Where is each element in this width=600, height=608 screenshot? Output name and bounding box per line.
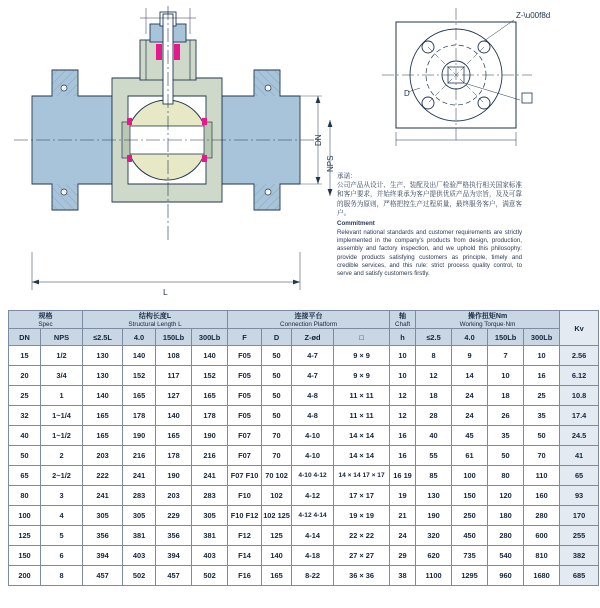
cell-40-r8: 250 [452,506,488,526]
table-row [9,346,599,366]
cell-40-r5: 216 [123,446,156,466]
group-shaft [390,311,416,329]
cell--r10: 27 × 27 [334,546,390,566]
cell-Kv-r4: 24.5 [560,426,599,446]
cell-300Lb-r0: 140 [192,346,228,366]
cell-150Lb-r9: 280 [488,526,524,546]
cell-150Lb-r2: 18 [488,386,524,406]
cell-40-r0: 9 [452,346,488,366]
cell-150Lb-r5: 50 [488,446,524,466]
cell-40-r4: 190 [123,426,156,446]
cell-40-r7: 150 [452,486,488,506]
cell-Zd-r3: 4-8 [292,406,334,426]
cell-25L-r7: 241 [83,486,123,506]
cell-300Lb-r8: 305 [192,506,228,526]
cell-150Lb-r2: 127 [156,386,192,406]
cell-DN-r3: 32 [9,406,41,426]
col-nps: NPS [41,329,83,346]
cell-F-r4: F07 [228,426,262,446]
cell--r7: 17 × 17 [334,486,390,506]
cell-NPS-r0: 1/2 [41,346,83,366]
cell-300Lb-r4: 50 [524,426,560,446]
cell-h-r4: 16 [390,426,416,446]
cell-25L-r4: 165 [83,426,123,446]
cell-40-r3: 24 [452,406,488,426]
cell-D-r6: 70 102 [262,466,292,486]
spec-table-wrap [8,310,592,602]
cell-D-r10: 140 [262,546,292,566]
cell-NPS-r10: 6 [41,546,83,566]
cell-h-r7: 19 [390,486,416,506]
cell-25L-r6: 222 [83,466,123,486]
cell-40-r7: 283 [123,486,156,506]
table-row [9,466,599,486]
cell-F-r6: F07 F10 [228,466,262,486]
cell-25-r3: 28 [416,406,452,426]
cell-F-r7: F10 [228,486,262,506]
cell-300Lb-r7: 283 [192,486,228,506]
cell-150Lb-r10: 394 [156,546,192,566]
cell-h-r6: 16 19 [390,466,416,486]
cell-Kv-r7: 93 [560,486,599,506]
cell--r6: 14 × 14 17 × 17 [334,466,390,486]
cell-40-r2: 165 [123,386,156,406]
spec-table-head [9,311,599,346]
col-z-phi-d: Z-ød [292,329,334,346]
cell-300Lb-r1: 16 [524,366,560,386]
cell-h-r2: 12 [390,386,416,406]
col-tq-300lb: 300Lb [524,329,560,346]
cell-NPS-r11: 8 [41,566,83,586]
group-torque-en: Working Torque·Nm [459,321,516,328]
table-row [9,506,599,526]
cell-h-r11: 38 [390,566,416,586]
cell-Kv-r10: 382 [560,546,599,566]
cell-300Lb-r3: 35 [524,406,560,426]
cell-F-r9: F12 [228,526,262,546]
cell-40-r1: 152 [123,366,156,386]
cell-150Lb-r6: 190 [156,466,192,486]
cell-40-r2: 24 [452,386,488,406]
cell-DN-r4: 40 [9,426,41,446]
cell-300Lb-r7: 160 [524,486,560,506]
cell-D-r1: 50 [262,366,292,386]
group-torque-cn: 操作扭矩Nm [467,313,508,320]
cell-40-r5: 61 [452,446,488,466]
cell-300Lb-r10: 403 [192,546,228,566]
table-row [9,366,599,386]
commitment-en-title: Commitment [337,220,375,228]
cell-Zd-r0: 4-7 [292,346,334,366]
col-tq-40: 4.0 [452,329,488,346]
cell-NPS-r9: 5 [41,526,83,546]
table-row [9,526,599,546]
cell-25-r0: 8 [416,346,452,366]
cell-Zd-r1: 4-7 [292,366,334,386]
cell-300Lb-r3: 178 [192,406,228,426]
cell-150Lb-r5: 178 [156,446,192,466]
cell-h-r3: 12 [390,406,416,426]
cell-F-r2: F05 [228,386,262,406]
cell-25L-r3: 165 [83,406,123,426]
cell-300Lb-r2: 165 [192,386,228,406]
cell-150Lb-r6: 80 [488,466,524,486]
group-spec [9,311,83,329]
cell--r4: 14 × 14 [334,426,390,446]
cell-25-r11: 1100 [416,566,452,586]
group-shaft-cn: 轴 [399,313,407,320]
cell-40-r10: 403 [123,546,156,566]
group-spec-en: Spec [38,321,53,328]
cell-150Lb-r8: 229 [156,506,192,526]
header-row-group [9,311,599,329]
cell-DN-r11: 200 [9,566,41,586]
cell-150Lb-r3: 140 [156,406,192,426]
col-len-25l: ≤2.5L [83,329,123,346]
cell-150Lb-r8: 180 [488,506,524,526]
cell-25-r9: 320 [416,526,452,546]
col-tq-150lb: 150Lb [488,329,524,346]
cell--r9: 22 × 22 [334,526,390,546]
cell-DN-r5: 50 [9,446,41,466]
cell-40-r11: 502 [123,566,156,586]
cell-300Lb-r6: 110 [524,466,560,486]
cell-Zd-r2: 4-8 [292,386,334,406]
cell-150Lb-r4: 35 [488,426,524,446]
cell-40-r11: 1295 [452,566,488,586]
cell--r1: 9 × 9 [334,366,390,386]
cell-300Lb-r1: 152 [192,366,228,386]
cell-Zd-r5: 4-10 [292,446,334,466]
cell-150Lb-r7: 120 [488,486,524,506]
cell-Kv-r9: 255 [560,526,599,546]
cell-25-r5: 55 [416,446,452,466]
cell-h-r5: 16 [390,446,416,466]
cell-Zd-r9: 4-14 [292,526,334,546]
cell-D-r4: 70 [262,426,292,446]
cell--r3: 11 × 11 [334,406,390,426]
commitment-block [337,172,522,278]
cell-NPS-r5: 2 [41,446,83,466]
cell-Kv-r5: 41 [560,446,599,466]
cell-h-r10: 29 [390,546,416,566]
cell-150Lb-r4: 165 [156,426,192,446]
cell-NPS-r6: 2~1/2 [41,466,83,486]
cell-D-r8: 102 125 [262,506,292,526]
cell-Kv-r0: 2.56 [560,346,599,366]
cell-D-r11: 165 [262,566,292,586]
cell-40-r9: 381 [123,526,156,546]
label-dn: DN [314,134,323,146]
table-row [9,546,599,566]
cell-40-r1: 14 [452,366,488,386]
cell-h-r8: 21 [390,506,416,526]
cell-300Lb-r6: 241 [192,466,228,486]
col-len-40: 4.0 [123,329,156,346]
cell-25L-r11: 457 [83,566,123,586]
col-square: □ [334,329,390,346]
cell-150Lb-r7: 203 [156,486,192,506]
group-length-cn: 结构长度L [138,313,172,320]
cell-40-r8: 305 [123,506,156,526]
cell-F-r5: F07 [228,446,262,466]
cell-25-r7: 130 [416,486,452,506]
cell-300Lb-r2: 25 [524,386,560,406]
cell-Kv-r3: 17.4 [560,406,599,426]
cell--r8: 19 × 19 [334,506,390,526]
cell-40-r10: 735 [452,546,488,566]
cell-25-r1: 12 [416,366,452,386]
cell-Kv-r8: 170 [560,506,599,526]
col-tq-25: ≤2.5 [416,329,452,346]
cell-40-r4: 45 [452,426,488,446]
cell-DN-r1: 20 [9,366,41,386]
cell-DN-r2: 25 [9,386,41,406]
cell-25-r8: 190 [416,506,452,526]
cell-25L-r10: 394 [83,546,123,566]
cell-150Lb-r11: 960 [488,566,524,586]
cell-150Lb-r1: 10 [488,366,524,386]
cell-NPS-r4: 1~1/2 [41,426,83,446]
cell-150Lb-r3: 26 [488,406,524,426]
spec-table [8,310,599,586]
group-platform-cn: 连接平台 [294,313,323,320]
cell-300Lb-r9: 600 [524,526,560,546]
header-row-cols [9,329,599,346]
label-l: L [163,287,168,297]
cell-300Lb-r0: 10 [524,346,560,366]
cell-DN-r10: 150 [9,546,41,566]
group-length-en: Structural Length L [128,321,182,328]
group-spec-cn: 规格 [38,313,53,320]
cell-F-r0: F05 [228,346,262,366]
cell-25-r10: 620 [416,546,452,566]
commitment-cn-body: 公司产品从设计、生产、装配及出厂检验严格执行相关国家标准和客户要求，并始终秉承为客户提供优质产品为宗旨，及及可靠的服务为原则，严格把控生产过程质量，最终服务客户，满意客户。 [337,182,522,217]
table-row [9,566,599,586]
cell-150Lb-r9: 356 [156,526,192,546]
cell--r5: 14 × 14 [334,446,390,466]
cell-D-r0: 50 [262,346,292,366]
group-kv: Kv [560,311,599,346]
cell-Kv-r1: 6.12 [560,366,599,386]
cell-300Lb-r8: 280 [524,506,560,526]
cell-40-r0: 140 [123,346,156,366]
cell-F-r1: F05 [228,366,262,386]
cell-Zd-r6: 4-10 4-12 [292,466,334,486]
cell-D-r3: 50 [262,406,292,426]
cell-Zd-r10: 4-18 [292,546,334,566]
cell-25-r6: 85 [416,466,452,486]
commitment-cn-title: 承诺： [337,173,357,180]
cell-NPS-r7: 3 [41,486,83,506]
cell-F-r11: F16 [228,566,262,586]
cell-D-r9: 125 [262,526,292,546]
table-row [9,386,599,406]
table-row [9,426,599,446]
cell-40-r6: 100 [452,466,488,486]
cell-NPS-r1: 3/4 [41,366,83,386]
col-f: F [228,329,262,346]
group-platform-en: Connection Platform [280,321,338,328]
label-d: D [404,89,410,98]
cell-150Lb-r0: 7 [488,346,524,366]
label-z-phi-d: Z-\u00f8d [516,11,551,20]
cell-25-r2: 18 [416,386,452,406]
cell-150Lb-r1: 117 [156,366,192,386]
cell-300Lb-r5: 70 [524,446,560,466]
cell-DN-r9: 125 [9,526,41,546]
cell-DN-r0: 15 [9,346,41,366]
col-h: h [390,329,416,346]
cell--r11: 36 × 36 [334,566,390,586]
cell-D-r7: 102 [262,486,292,506]
table-row [9,486,599,506]
group-platform [228,311,390,329]
cell-NPS-r3: 1~1/4 [41,406,83,426]
cell-DN-r6: 65 [9,466,41,486]
cell-25L-r0: 130 [83,346,123,366]
group-torque [416,311,560,329]
cell-Kv-r11: 685 [560,566,599,586]
cell-D-r5: 70 [262,446,292,466]
cell-F-r10: F14 [228,546,262,566]
cell-300Lb-r4: 190 [192,426,228,446]
group-shaft-en: Chaft [395,321,411,328]
cell-NPS-r8: 4 [41,506,83,526]
cell-h-r0: 10 [390,346,416,366]
cell-300Lb-r10: 810 [524,546,560,566]
col-len-300lb: 300Lb [192,329,228,346]
cell-Kv-r6: 65 [560,466,599,486]
table-row [9,446,599,466]
col-len-150lb: 150Lb [156,329,192,346]
cell-Kv-r2: 10.8 [560,386,599,406]
cell-25L-r8: 305 [83,506,123,526]
cell-150Lb-r11: 457 [156,566,192,586]
cell-25L-r9: 356 [83,526,123,546]
cell-Zd-r7: 4-12 [292,486,334,506]
cell-25L-r5: 203 [83,446,123,466]
cell-h-r1: 10 [390,366,416,386]
cell-40-r6: 241 [123,466,156,486]
cell-Zd-r4: 4-10 [292,426,334,446]
cell--r2: 11 × 11 [334,386,390,406]
cell-Zd-r11: 8-22 [292,566,334,586]
cell-DN-r8: 100 [9,506,41,526]
cell-40-r9: 450 [452,526,488,546]
cell-40-r3: 178 [123,406,156,426]
cell-300Lb-r11: 1680 [524,566,560,586]
commitment-en-body: Relevant national standards and customer requirements are strictly implemented in the company's products from design, production, assembly and factory inspection, and we uphold this philosophy: provide products satisfying customers as principle, timely and credible services, and this rule: strict process quality control, to serve and satisfy customers firstly. [337,229,522,277]
cell-300Lb-r5: 216 [192,446,228,466]
spec-table-body [9,346,599,586]
cell-F-r8: F10 F12 [228,506,262,526]
label-nps: NPS [326,155,335,172]
cell-25-r4: 40 [416,426,452,446]
cell--r0: 9 × 9 [334,346,390,366]
cell-DN-r7: 80 [9,486,41,506]
cell-25L-r2: 140 [83,386,123,406]
col-dn: DN [9,329,41,346]
table-row [9,406,599,426]
cell-300Lb-r11: 502 [192,566,228,586]
cell-150Lb-r0: 108 [156,346,192,366]
group-length [83,311,228,329]
cell-Zd-r8: 4-12 4-14 [292,506,334,526]
col-d: D [262,329,292,346]
cell-h-r9: 24 [390,526,416,546]
cell-25L-r1: 130 [83,366,123,386]
cell-F-r3: F05 [228,406,262,426]
cell-NPS-r2: 1 [41,386,83,406]
cell-150Lb-r10: 540 [488,546,524,566]
cell-D-r2: 50 [262,386,292,406]
cell-300Lb-r9: 381 [192,526,228,546]
